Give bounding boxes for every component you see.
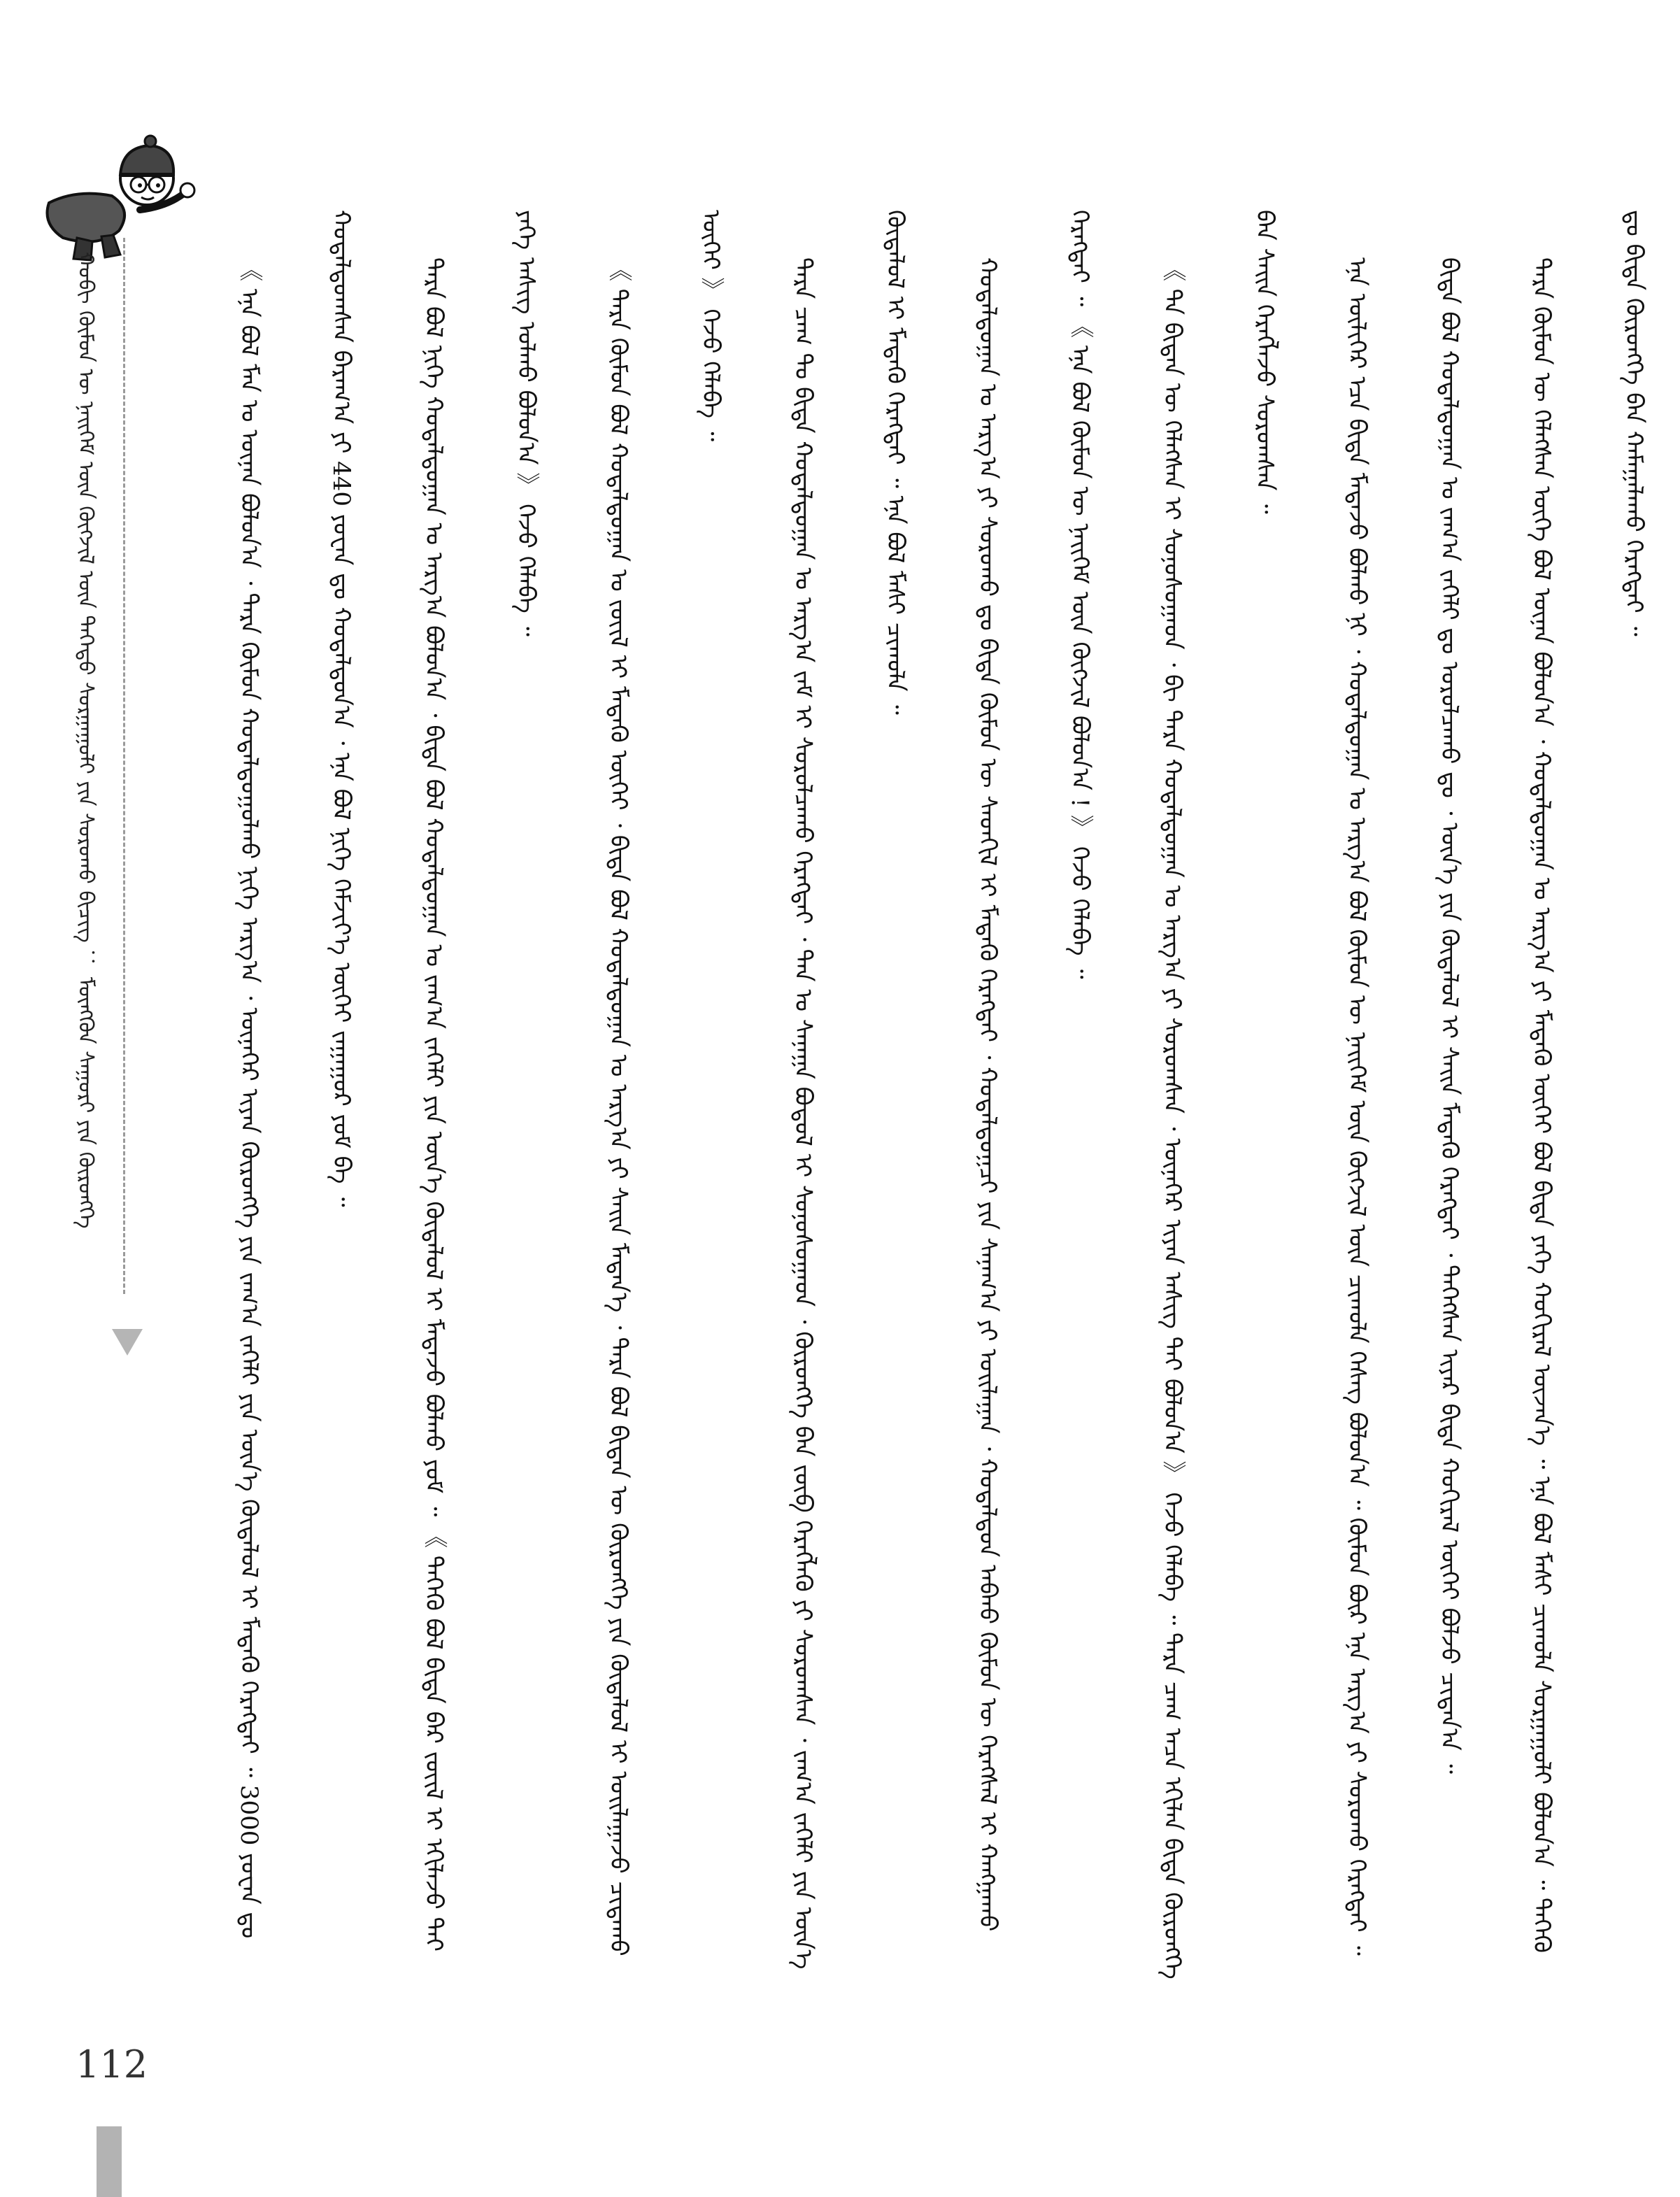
page-number: 112	[76, 2042, 148, 2086]
paragraph: 《 ᠲᠠ ᠪᠢᠳᠡᠨ ᠦ ᠬᠡᠯᠡᠭᠰᠡᠨ ᠢ ᠰᠣᠨᠣᠰᠤᠭᠠᠳ ᠂ ᠪᠢ ᠲᠡᠷᠡ ᠬᠤᠳᠠᠯᠳᠤᠭᠠᠨ ᠤ ᠠᠷᠭ᠎ᠠ ᠶᠢ ᠰᠤᠷᠤᠭᠰᠠᠨ ᠂ ᠦᠨᠡᠬᠡᠷ ᠢᠶᠡᠨ ᠠᠰᠢᠭ᠌ ᠲᠠᠢ ᠪᠣᠯᠤᠨ᠎ᠠ 》 ᠭᠡᠵᠦ ᠬᠡᠯᠡᠪᠡ ᠃ ᠲᠡᠷᠡ ᠴᠠᠭ ᠠᠴᠠ ᠡᠬᠢᠯᠡᠨ ᠪᠢᠳᠡ ᠬᠥᠷᠥᠩᠭᠡ ᠪᠡᠨ ᠰᠠᠢᠨ ᠬᠡᠷᠡᠭᠯᠡᠵᠦ ᠰᠤᠷᠤᠭᠰᠠᠨ ᠃	[1158, 210, 1279, 1979]
paragraph: 《 ᠡᠨᠡ ᠪᠣᠯ ᠮᠠᠨ ᠤ ᠦᠨᠡᠨ ᠪᠣᠯᠤᠨ᠎ᠠ ᠂ ᠲᠡᠷᠡ ᠬᠦᠮᠦᠨ ᠬᠣᠳᠠᠯᠳᠤᠭᠤᠯᠬᠤ ᠨᠢᠭᠡ ᠠᠷᠭ᠎ᠠ ᠂ ᠦᠨᠡᠬᠡᠷ ᠢᠶᠡᠨ ᠬᠥᠷᠥᠩᠭᠡ ᠶᠢᠨ ᠵᠠᠬ᠎ᠠ ᠵᠡᠭᠡᠯᠢ ᠶᠢᠨ ᠦᠨ᠎ᠡ ᠬᠥᠳᠡᠯᠦᠯ ᠢ ᠮᠡᠳᠡᠬᠦ ᠬᠡᠷᠡᠭᠲᠡᠢ ᠃ 3000 ᠶᠤᠸᠠᠨ ᠳᠤ ᠬᠤᠳᠠᠯᠳᠤᠭᠰᠠᠨ ᠪᠠᠷᠠᠭ᠎ᠠ ᠶᠢ 440 ᠶᠤᠸᠠᠨ ᠳᠤ ᠬᠤᠳᠠᠯᠳᠤᠨ᠎ᠠ ᠂ ᠡᠨᠡ ᠪᠣᠯ ᠨᠢᠭᠡ ᠬᠡᠮᠵᠢᠶ᠎ᠡ ᠦᠭᠡᠢ ᠵᠠᠭᠠᠭᠤᠷ ᠶᠤᠮ ᠪᠡ ᠃	[235, 210, 355, 1939]
paragraph: ᠬᠤᠳᠠᠯᠳᠤᠭᠠᠨ ᠤ ᠠᠷᠭ᠎ᠠ ᠶᠢ ᠰᠤᠷᠤᠬᠤ ᠳᠤ ᠪᠢᠳᠡ ᠬᠦᠮᠦᠨ ᠦ ᠰᠡᠳᠬᠢᠯ ᠢ ᠮᠡᠳᠡᠬᠦ ᠬᠡᠷᠡᠭᠲᠡᠢ ᠂ ᠬᠤᠳᠠᠯᠳᠤᠭ᠋ᠴᠢ ᠶᠢᠨ ᠰᠠᠨᠠᠭ᠎ᠠ ᠶᠢ ᠣᠢᠯᠠᠭᠠᠨ ᠂ ᠬᠤᠳᠠᠯᠳᠤᠨ ᠠᠪᠬᠤ ᠬᠦᠮᠦᠨ ᠦ ᠬᠡᠷᠡᠭᠰᠡᠯ ᠢ ᠬᠠᠩᠭᠠᠬᠤ ᠬᠡᠷᠡᠭᠲᠡᠢ ᠃ 《 ᠡᠨᠡ ᠪᠣᠯ ᠬᠦᠮᠦᠨ ᠦ ᠨᠡᠢᠭᠡᠮ ᠦᠨ ᠬᠥᠭᠵᠢᠯ ᠪᠣᠯᠤᠨ᠎ᠠ ! 》 ᠭᠡᠵᠦ ᠬᠡᠯᠡᠪᠡ ᠃	[974, 210, 1094, 1932]
paragraph: ᠲᠡᠷᠡ ᠬᠦᠮᠦᠨ ᠦ ᠬᠡᠯᠡᠭᠰᠡᠨ ᠦᠭᠡ ᠪᠣᠯ ᠦᠨᠡᠨ ᠪᠣᠯᠤᠨ᠎ᠠ ᠂ ᠬᠤᠳᠠᠯᠳᠤᠭᠠᠨ ᠤ ᠠᠷᠭ᠎ᠠ ᠶᠢ ᠮᠡᠳᠡᠬᠦ ᠦᠭᠡᠢ ᠪᠣᠯ ᠪᠢᠳᠡ ᠶᠡᠬᠡ ᠬᠣᠬᠢᠷᠠᠯ ᠦᠵᠡᠨ᠎ᠡ ᠃ ᠡᠨᠡ ᠪᠣᠯ ᠮᠠᠰᠢ ᠴᠢᠬᠤᠯᠠ ᠰᠤᠷᠭᠠᠭᠤᠯᠢ ᠪᠣᠯᠤᠨ᠎ᠠ ᠃ ᠲᠡᠭᠡᠬᠦ ᠳᠤ ᠪᠢᠳᠡ ᠬᠥᠷᠥᠩᠭᠡ ᠪᠡᠨ ᠬᠠᠮᠠᠭᠠᠯᠠᠬᠤ ᠬᠡᠷᠡᠭᠲᠡᠢ ᠃	[1528, 210, 1648, 1953]
page-edge-tab	[97, 2126, 122, 2197]
paragraph: ᠡᠨᠡ ᠦᠯᠢᠭᠡᠷ ᠡᠴᠡ ᠪᠢᠳᠡ ᠮᠡᠳᠡᠵᠦ ᠪᠣᠯᠬᠤ ᠨᠢ ᠂ ᠬᠤᠳᠠᠯᠳᠤᠭᠠᠨ ᠤ ᠠᠷᠭ᠎ᠠ ᠪᠣᠯ ᠬᠦᠮᠦᠨ ᠦ ᠨᠡᠢᠭᠡᠮ ᠦᠨ ᠬᠥᠭᠵᠢᠯ ᠦᠨ ᠴᠢᠬᠤᠯᠠ ᠬᠡᠰᠡᠭ ᠪᠣᠯᠤᠨ᠎ᠠ ᠃ ᠬᠦᠮᠦᠨ ᠪᠦᠷ ᠡᠨᠡ ᠠᠷᠭ᠎ᠠ ᠶᠢ ᠰᠤᠷᠤᠬᠤ ᠬᠡᠷᠡᠭᠲᠡᠢ ᠃	[1343, 257, 1371, 1956]
running-header	[64, 252, 106, 1329]
paragraph: ᠪᠢᠳᠡ ᠪᠣᠯ ᠬᠤᠳᠠᠯᠳᠤᠭᠠᠨ ᠤ ᠵᠠᠬ᠎ᠠ ᠵᠡᠭᠡᠯᠢ ᠳᠤ ᠣᠷᠣᠯᠴᠠᠬᠤ ᠳᠤ ᠂ ᠦᠨ᠎ᠡ ᠶᠢᠨ ᠬᠥᠳᠡᠯᠦᠯ ᠢ ᠰᠠᠢᠨ ᠮᠡᠳᠡᠬᠦ ᠬᠡᠷᠡᠭᠲᠡᠢ ᠂ ᠲᠡᠭᠡᠭᠰᠡᠨ ᠢᠶᠡᠷ ᠪᠢᠳᠡ ᠬᠣᠬᠢᠷᠠᠯ ᠦᠭᠡᠢ ᠪᠣᠯᠵᠤ ᠴᠢᠳᠠᠨ᠎ᠠ ᠃	[1435, 257, 1463, 1774]
paragraph: 《 ᠲᠡᠷᠡ ᠬᠦᠮᠦᠨ ᠪᠣᠯ ᠬᠣᠳᠠᠯᠳᠤᠭᠠᠨ ᠤ ᠵᠦᠢᠯ ᠢ ᠮᠡᠳᠡᠬᠦ ᠦᠭᠡᠢ ᠂ ᠪᠢᠳᠡ ᠪᠣᠯ ᠬᠤᠳᠠᠯᠳᠤᠭᠠᠨ ᠤ ᠠᠷᠭ᠎ᠠ ᠶᠢ ᠰᠠᠢᠨ ᠮᠡᠳᠡᠨ᠎ᠡ ᠂ ᠲᠡᠷᠡ ᠪᠣᠯ ᠪᠢᠳᠡᠨ ᠦ ᠬᠥᠷᠥᠩᠭᠡ ᠶᠢᠨ ᠬᠥᠳᠡᠯᠦᠯ ᠢ ᠣᠢᠯᠠᠭᠠᠵᠤ ᠴᠢᠳᠠᠬᠤ ᠦᠭᠡᠢ 》 ᠭᠡᠵᠦ ᠬᠡᠯᠡᠪᠡ ᠃	[604, 210, 725, 1956]
running-title: ᠬᠤᠪᠢ ᠬᠦᠮᠦᠨ ᠦ ᠨᠡᠢᠭᠡᠮ ᠦᠨ ᠬᠥᠭᠵᠢᠯ ᠦᠨ ᠳᠡᠭᠡᠳᠦ ᠰᠤᠷᠭᠠᠭᠤᠯᠢ ᠶᠢᠨ ᠰᠤᠷᠤᠬᠤ ᠪᠢᠴᠢᠭ᠌ ： ᠮᠥᠩᠭᠥᠨ ᠰᠠᠭᠤᠷᠢ ᠶᠢᠨ ᠬᠥᠷᠥᠩᠭᠡ	[73, 252, 98, 1229]
paragraph: ᠲᠡᠷᠡ ᠪᠣᠯ ᠨᠢᠭᠡ ᠬᠤᠳᠠᠯᠳᠤᠭᠠᠨ ᠤ ᠠᠷᠭ᠎ᠠ ᠪᠣᠯᠤᠨ᠎ᠠ ᠂ ᠪᠢᠳᠡ ᠪᠣᠯ ᠬᠤᠳᠠᠯᠳᠤᠭᠠᠨ ᠤ ᠵᠠᠬ᠎ᠠ ᠵᠡᠭᠡᠯᠢ ᠶᠢᠨ ᠦᠨ᠎ᠡ ᠬᠥᠳᠡᠯᠦᠯ ᠢ ᠮᠡᠳᠡᠵᠦ ᠪᠣᠯᠬᠤ ᠶᠤᠮ ᠃ 《 ᠲᠡᠭᠡᠬᠦ ᠪᠣᠯ ᠪᠢᠳᠡ ᠪᠠᠷ ᠵᠦᠢᠯ ᠢ ᠡᠬᠢᠯᠡᠵᠦ ᠳᠡᠢ ᠶᠡᠬᠡ ᠠᠰᠢᠭ᠌ ᠣᠯᠬᠤ ᠪᠣᠯᠤᠨ᠎ᠠ 》 ᠭᠡᠵᠦ ᠬᠡᠯᠡᠪᠡ ᠃	[420, 210, 540, 1952]
body-text	[203, 210, 1648, 1986]
mascot-illustration	[35, 126, 203, 266]
paragraph: ᠲᠡᠷᠡ ᠴᠠᠭ ᠲᠤ ᠪᠢᠳᠡ ᠬᠤᠳᠠᠯᠳᠤᠭᠠᠨ ᠤ ᠠᠷᠭ᠎ᠠ ᠵᠠᠮ ᠢ ᠰᠤᠷᠤᠯᠴᠠᠬᠤ ᠬᠡᠷᠡᠭᠲᠡᠢ ᠂ ᠲᠠᠨ ᠤ ᠰᠠᠨᠠᠭᠠ ᠪᠣᠳᠤᠯ ᠢ ᠰᠣᠨᠣᠰᠤᠭᠠᠳ ᠂ ᠬᠥᠷᠥᠩᠭᠡ ᠪᠡᠨ ᠵᠥᠪ ᠬᠡᠷᠡᠭᠯᠡᠬᠦ ᠶᠢ ᠰᠤᠷᠤᠭᠰᠠᠨ ᠂ ᠵᠠᠬ᠎ᠠ ᠵᠡᠭᠡᠯᠢ ᠶᠢᠨ ᠦᠨ᠎ᠡ ᠬᠥᠳᠡᠯᠦᠯ ᠢ ᠮᠡᠳᠡᠬᠦ ᠬᠡᠷᠡᠭᠲᠡᠢ ᠃ ᠡᠨᠡ ᠪᠣᠯ ᠮᠠᠰᠢ ᠴᠢᠬᠤᠯᠠ ᠃	[789, 210, 909, 1970]
header-dashed-rule	[123, 238, 125, 1294]
triangle-arrow-icon	[112, 1329, 143, 1356]
